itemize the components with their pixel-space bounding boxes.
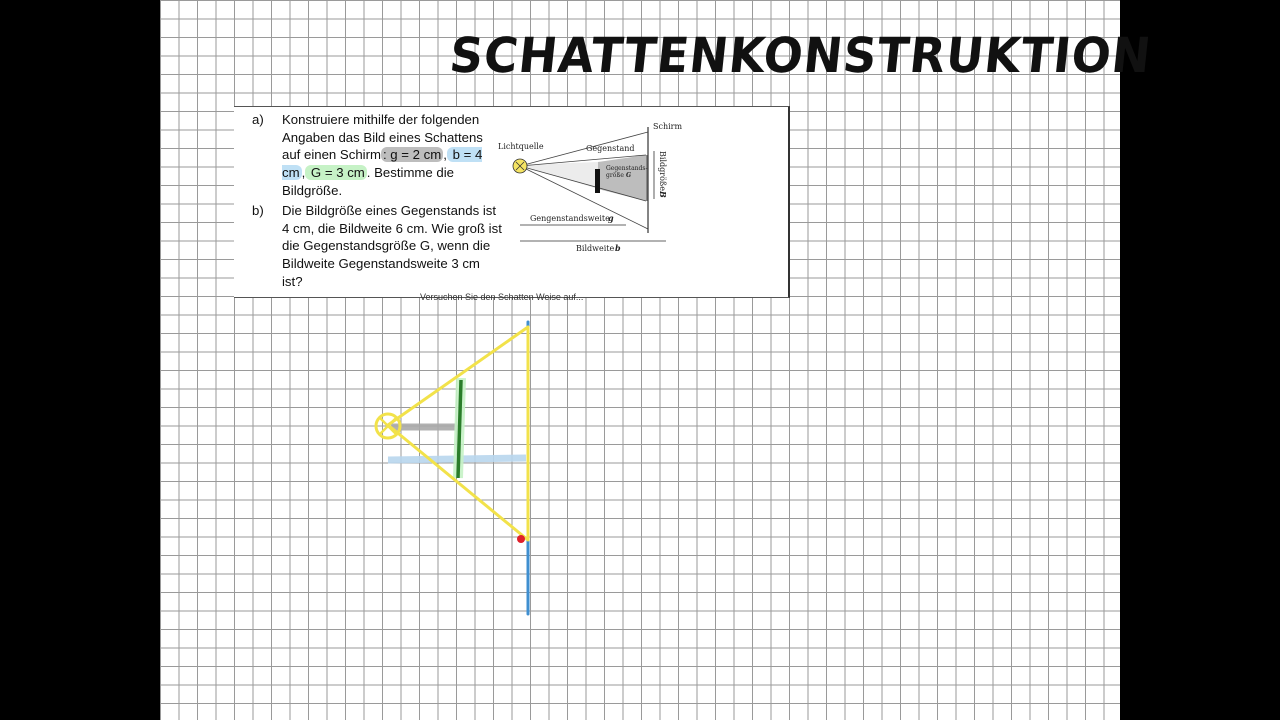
task-a-sep-1: , xyxy=(443,147,447,163)
value-g-highlight: : g = 2 cm xyxy=(382,147,442,163)
page-title: SCHATTENKONSTRUKTION xyxy=(447,26,1155,84)
task-a-text-2: . Bestimme die Bildgröße. xyxy=(282,165,455,198)
task-a-sep-2: , xyxy=(301,165,306,181)
label-object-distance: Gengenstandsweite xyxy=(530,214,610,223)
label-object: Gegenstand xyxy=(586,144,635,153)
label-object-distance-var: g xyxy=(608,213,614,223)
label-screen: Schirm xyxy=(653,122,683,131)
label-object-size-1: Gegenstands- xyxy=(606,165,648,172)
value-b-highlight: b = 4 cm xyxy=(282,147,483,181)
label-image-size-var: B xyxy=(658,191,668,198)
cursor-point xyxy=(517,535,525,543)
task-b-text: Die Bildgröße eines Gegenstands ist 4 cm, die Bildweite 6 cm. Wie groß ist die Gegenstandsgröße G, wenn die Bildweite Gegenstandsweite 3 cm ist? xyxy=(282,203,502,289)
label-light-source: Lichtquelle xyxy=(498,142,544,151)
task-a-text-1: Konstruiere mithilfe der folgenden Angaben das Bild eines Schattens auf einen Schirm xyxy=(282,112,483,163)
label-image-size: Bildgröße xyxy=(658,151,667,191)
task-b-letter: b) xyxy=(252,203,264,218)
label-object-size-var: G xyxy=(626,172,632,179)
grid-paper xyxy=(160,0,1155,720)
cut-off-text: Versuchen Sie den Schatten Weise auf... xyxy=(420,292,584,302)
task-a-letter: a) xyxy=(252,112,264,127)
construction-drawing xyxy=(160,0,1120,720)
label-object-size-2: größe xyxy=(606,172,624,179)
label-image-distance: Bildweite xyxy=(576,244,615,253)
value-G-highlight: G = 3 cm xyxy=(307,165,365,181)
label-image-distance-var: b xyxy=(615,243,621,253)
